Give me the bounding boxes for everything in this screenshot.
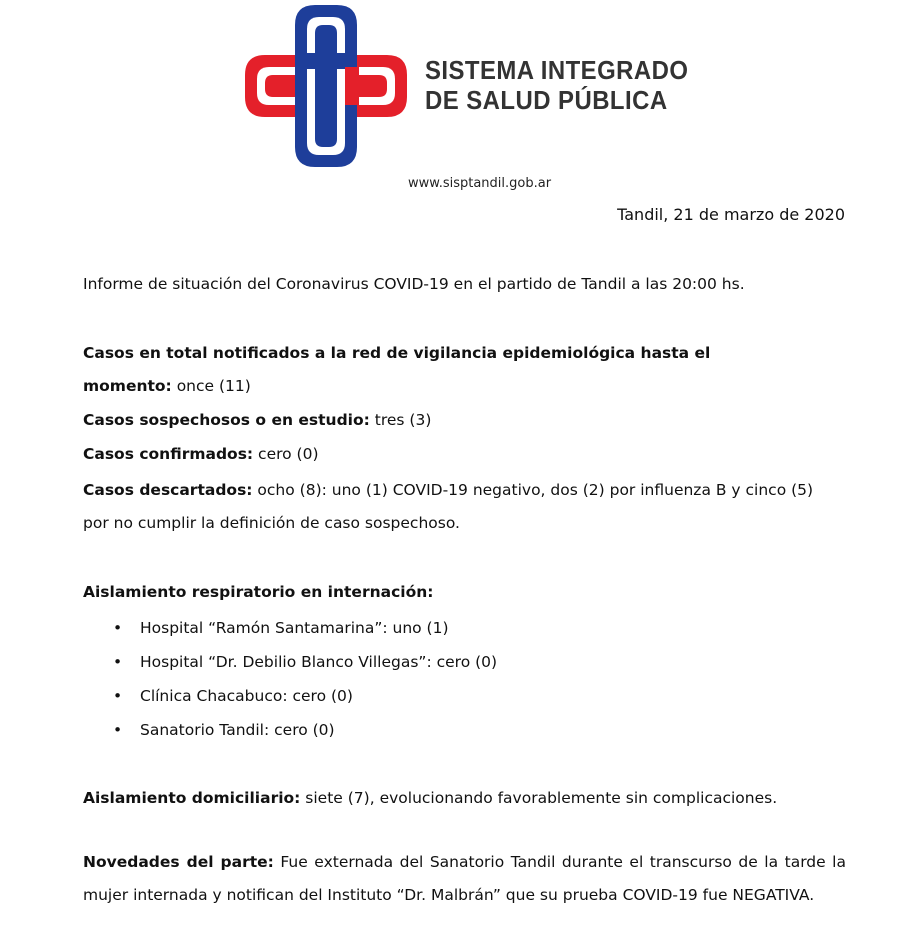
news-paragraph [83, 846, 846, 912]
hospital-item-label: Hospital “Dr. Debilio Blanco Villegas”: cero (0) [140, 653, 498, 671]
discarded-cases-line [83, 474, 818, 540]
hospital-list [113, 612, 497, 748]
brand-line-1: SISTEMA INTEGRADO [425, 55, 689, 85]
sisp-logo [245, 5, 407, 167]
bullet-icon: • [113, 653, 123, 671]
news-label: Novedades del parte: [83, 853, 274, 871]
news-value: Fue externada del Sanatorio Tandil durante el transcurso de la tarde la mujer internada y notifican del Instituto “Dr. Malbrán” que su prueba COVID-19 fue NEGATIVA. [83, 853, 846, 904]
home-isolation-label: Aislamiento domiciliario: [83, 789, 301, 807]
report-date: Tandil, 21 de marzo de 2020 [617, 205, 845, 224]
suspect-cases-label: Casos sospechosos o en estudio: [83, 411, 370, 429]
hospital-item-label: Sanatorio Tandil: cero (0) [140, 721, 335, 739]
bullet-icon: • [113, 687, 123, 705]
isolation-title: Aislamiento respiratorio en internación: [83, 583, 434, 601]
list-item [113, 714, 497, 748]
discarded-cases-label: Casos descartados: [83, 481, 253, 499]
total-cases-label: Casos en total notificados a la red de vigilancia epidemiológica hasta el momento: [83, 344, 711, 395]
confirmed-cases-line [83, 438, 846, 471]
confirmed-cases-label: Casos confirmados: [83, 445, 254, 463]
brand-name [425, 55, 688, 115]
home-isolation-value: siete (7), evolucionando favorablemente sin complicaciones. [300, 789, 778, 807]
confirmed-cases-value: cero (0) [253, 445, 319, 463]
total-cases-line [83, 337, 783, 403]
discarded-cases-value: ocho (8): uno (1) COVID-19 negativo, dos (2) por influenza B y cinco (5) por no cumplir la definición de caso sospechoso. [83, 481, 814, 532]
website-link[interactable]: www.sisptandil.gob.ar [408, 176, 552, 191]
hospital-item-label: Hospital “Ramón Santamarina”: uno (1) [140, 619, 449, 637]
list-item [113, 612, 497, 646]
suspect-cases-value: tres (3) [369, 411, 432, 429]
list-item [113, 680, 497, 714]
intro-paragraph: Informe de situación del Coronavirus COVID-19 en el partido de Tandil a las 20:00 hs. [83, 275, 745, 293]
total-cases-value: once (11) [171, 377, 251, 395]
bullet-icon: • [113, 721, 123, 739]
suspect-cases-line [83, 404, 846, 437]
bullet-icon: • [113, 619, 123, 637]
hospital-item-label: Clínica Chacabuco: cero (0) [140, 687, 353, 705]
list-item [113, 646, 497, 680]
brand-line-2: DE SALUD PÚBLICA [425, 85, 668, 115]
home-isolation-line [83, 782, 846, 815]
